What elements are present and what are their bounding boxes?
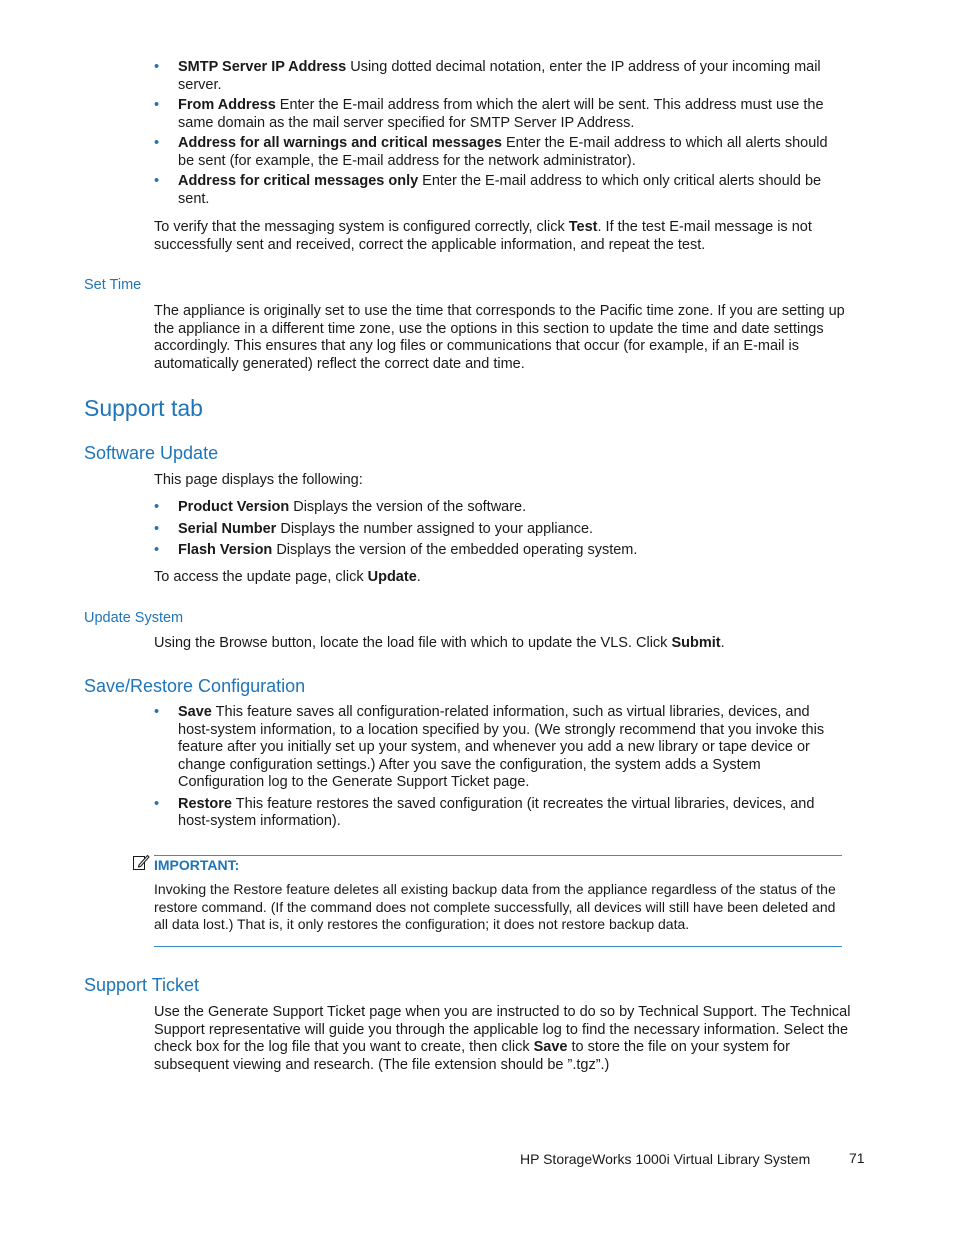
description: Displays the number assigned to your appliance. bbox=[276, 520, 594, 537]
bullet-icon: • bbox=[154, 499, 160, 515]
term: Serial Number bbox=[178, 520, 277, 537]
description: This feature saves all configuration-related information, such as virtual libraries, devices, and host-system information, to a location specified by you. (We strongly recommend that you invoke this feature after you initially set up your system, and whenever you add a new library or tape device or change configuration settings.) After you save the configuration, the system adds a System Configuration log to the Generate Support Ticket page. bbox=[178, 704, 825, 790]
update-button-ref: Update bbox=[367, 569, 417, 585]
description: Displays the version of the embedded operating system. bbox=[272, 542, 638, 558]
note-pencil-icon bbox=[132, 853, 150, 871]
software-update-heading: Software Update bbox=[84, 443, 219, 463]
term: Address for all warnings and critical messages bbox=[178, 135, 502, 151]
bullet-icon: • bbox=[154, 704, 160, 720]
list-item bbox=[154, 135, 844, 170]
description: Displays the version of the software. bbox=[289, 499, 527, 515]
set-time-paragraph: The appliance is originally set to use the time that corresponds to the Pacific time zone. If you are setting up the appliance in a different time zone, use the options in this section to update the time and date settings accordingly. This ensures that any log files or communications that occur (for example, if an E-mail is automatically generated) reflect the correct date and time. bbox=[154, 303, 845, 372]
update-system-paragraph: Using the Browse button, locate the load file with which to update the VLS. Click Submit. bbox=[154, 635, 725, 651]
test-button-ref: Test bbox=[568, 219, 598, 235]
support-ticket-heading: Support Ticket bbox=[84, 975, 200, 995]
description: Enter the E-mail address from which the alert will be sent. This address must use the same domain as the mail server specified for SMTP Server IP Address. bbox=[178, 97, 824, 131]
bullet-icon: • bbox=[154, 135, 160, 151]
software-update-list bbox=[154, 499, 844, 560]
access-update-paragraph: To access the update page, click Update. bbox=[154, 569, 421, 585]
term: Address for critical messages only bbox=[178, 173, 419, 189]
bullet-icon: • bbox=[154, 59, 160, 75]
description: Enter the E-mail address to which all alerts should be sent (for example, the E-mail address for the network administrator). bbox=[178, 135, 828, 169]
bullet-icon: • bbox=[154, 542, 160, 558]
term: Flash Version bbox=[178, 542, 273, 558]
bullet-icon: • bbox=[154, 97, 160, 113]
description: This feature restores the saved configuration (it recreates the virtual libraries, devices, and host-system information). bbox=[178, 795, 815, 829]
important-text: Invoking the Restore feature deletes all existing backup data from the appliance regardless of the status of the restore command. (If the command does not complete successfully, all devices will still have been deleted and all data lost.) That is, it only restores the configuration; it does not restore backup data. bbox=[154, 881, 836, 932]
term: Product Version bbox=[178, 499, 290, 515]
footer-title: HP StorageWorks 1000i Virtual Library System bbox=[520, 1151, 811, 1167]
bullet-icon: • bbox=[154, 795, 160, 812]
note-bottom-rule bbox=[154, 946, 842, 947]
list-item bbox=[154, 704, 844, 792]
set-time-heading: Set Time bbox=[84, 277, 142, 293]
term: From Address bbox=[178, 97, 276, 113]
important-label: IMPORTANT: bbox=[154, 857, 240, 873]
list-item bbox=[154, 521, 844, 539]
list-item bbox=[154, 796, 844, 831]
list-item bbox=[154, 542, 844, 560]
verify-paragraph: To verify that the messaging system is configured correctly, click Test. If the test E-mail message is not successfully sent and received, correct the applicable information, and repeat the test. bbox=[154, 219, 812, 253]
term: Restore bbox=[178, 795, 232, 812]
list-item bbox=[154, 173, 844, 208]
note-top-rule bbox=[154, 855, 842, 856]
description: Using dotted decimal notation, enter the IP address of your incoming mail server. bbox=[178, 59, 821, 93]
list-item bbox=[154, 499, 844, 517]
description: Enter the E-mail address to which only critical alerts should be sent. bbox=[178, 173, 822, 207]
save-button-ref: Save bbox=[533, 1039, 568, 1055]
support-ticket-paragraph: Use the Generate Support Ticket page when you are instructed to do so by Technical Support. The Technical Support representative will guide you through the applicable log to find the necessary information. Select the check box for the log file that you want to create, then click Save to store the file on your system for subsequent viewing and research. (The file extension should be ”.tgz”.) bbox=[154, 1004, 851, 1073]
list-item bbox=[154, 97, 844, 132]
software-update-intro: This page displays the following: bbox=[154, 472, 363, 488]
bullet-icon: • bbox=[154, 520, 160, 537]
save-restore-heading: Save/Restore Configuration bbox=[84, 676, 306, 696]
submit-button-ref: Submit bbox=[671, 635, 721, 651]
page-number: 71 bbox=[849, 1150, 865, 1166]
term: SMTP Server IP Address bbox=[178, 59, 347, 75]
support-tab-heading: Support tab bbox=[84, 395, 203, 421]
list-item bbox=[154, 59, 844, 94]
smtp-settings-list bbox=[154, 59, 844, 208]
term: Save bbox=[178, 704, 212, 720]
save-restore-list bbox=[154, 704, 844, 831]
update-system-heading: Update System bbox=[84, 610, 184, 626]
bullet-icon: • bbox=[154, 173, 160, 189]
